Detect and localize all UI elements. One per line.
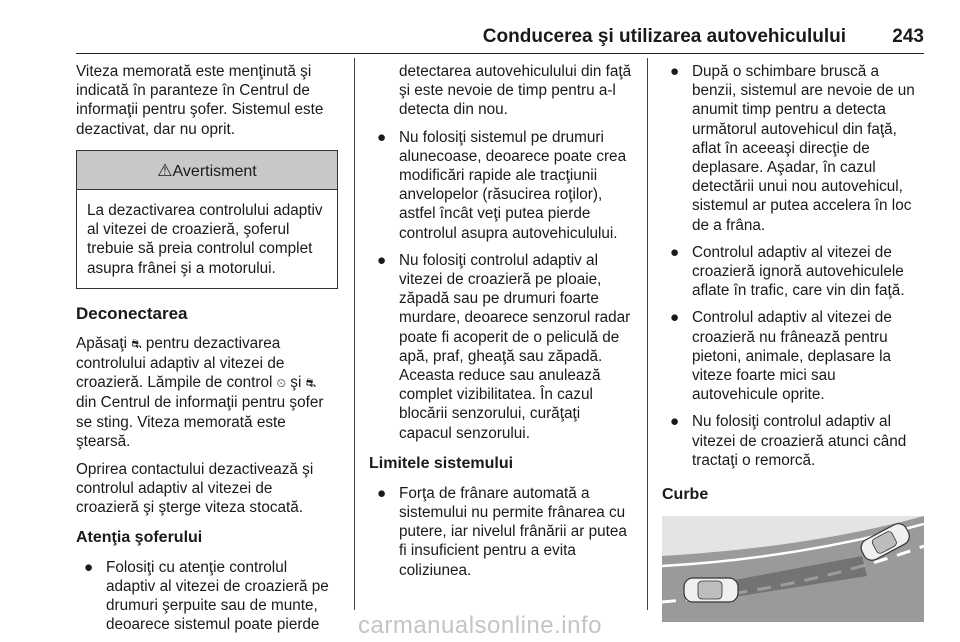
heading-limitele: Limitele sistemului [369, 454, 514, 472]
list-item: ● După o schimbare bruscă a benzii, sistemul are nevoie de un anumit timp pentru a detecta următorul autovehicul din faţă, aflat în aceeaşi direcţie de deplasare. Aşadar, în cazul detectării unui nou autovehicul, sistemul ar putea accelera în loc de a frâna. [670, 63, 915, 234]
page-header [76, 0, 924, 54]
list-item: ● Nu folosiţi controlul adaptiv al vitezei de croazieră atunci când tractaţi o remorcă. [670, 413, 907, 469]
heading-curbe: Curbe [662, 486, 709, 504]
limitele-list [369, 484, 632, 580]
cruise-control-off-icon: ⛐ [305, 376, 316, 391]
intro-paragraph: Viteza memorată este menţinută şi indicată în paranteze în Centrul de informaţii pentru şofer. Sistemul este dezactivat, dar nu oprit. [76, 63, 324, 138]
warning-triangle-icon: ⚠ [157, 160, 173, 180]
list-item: ● Nu folosiţi controlul adaptiv al vitezei de croazieră pe ploaie, zăpadă sau pe drumuri foarte murdare, deoarece senzorul radar poate fi acoperit de o peliculă de apă, praf, gheaţă sau zăpadă. Aceasta reduce sau anulează complet vizibilitatea. În cazul blocării senzorului, curăţaţi capacul senzorului. [377, 251, 631, 442]
warning-box [76, 150, 338, 289]
limitele-list-continued [662, 62, 925, 470]
warning-text: La dezactivarea controlului adaptiv al vitezei de croazieră, şoferul trebuie să preia controlul complet asupra frânei şi a motorului. [87, 202, 323, 277]
heading-atentia: Atenţia şoferului [76, 528, 203, 546]
cruise-control-off-icon: ⛐ [131, 336, 142, 351]
heading-deconectarea: Deconectarea [76, 303, 188, 323]
column-divider-2 [647, 58, 648, 610]
atentia-list-continued [369, 128, 632, 443]
page-number: 243 [892, 26, 924, 47]
cruise-control-icon: ⏲ [276, 376, 287, 391]
deconectarea-paragraph-1: Apăsaţi ⛐ pentru dezactivarea controlului adaptiv al vitezei de croazieră. Lămpile de control ⏲ şi ⛐ din Centrul de informaţii pentru şofer se sting. Viteza memorată este ştearsă. [76, 334, 324, 450]
warning-title: Avertisment [172, 162, 257, 180]
own-vehicle [684, 578, 738, 602]
curve-illustration [662, 516, 924, 622]
list-item: ● Controlul adaptiv al vitezei de croazieră nu frânează pentru pietoni, animale, deplasare la viteze foarte mici sau autovehicule oprite. [670, 309, 892, 404]
page-title: Conducerea şi utilizarea autovehiculului [482, 26, 846, 47]
warning-header [77, 151, 337, 190]
continuation-text: detectarea autovehiculului din faţă şi este nevoie de timp pentru a-l detecta din nou. [399, 63, 632, 119]
column-2 [369, 62, 632, 588]
deconectarea-paragraph-2: Oprirea contactului dezactivează şi controlul adaptiv al vitezei de croazieră şi şterge viteza stocată. [76, 461, 314, 517]
watermark: carmanualsonline.info [358, 612, 602, 639]
column-divider-1 [354, 58, 355, 610]
column-3 [662, 62, 925, 622]
column-1 [76, 62, 338, 642]
list-item: ● Folosiţi cu atenţie controlul adaptiv al vitezei de croazieră pe drumuri şerpuite sau de munte, deoarece sistemul poate pierde [84, 558, 329, 634]
list-item: ● Nu folosiţi sistemul pe drumuri alunecoase, deoarece poate crea modificări rapide ale tracţiunii anvelopelor (răsucirea roţilor), astfel încât veţi putea pierde controlul asupra autovehiculului. [377, 128, 627, 242]
list-item: ● Controlul adaptiv al vitezei de croazieră ignoră autovehiculele aflate în trafic, care vin din faţă. [670, 243, 905, 300]
list-item: ● Forţa de frânare automată a sistemului nu permite frânarea cu putere, iar nivelul frânării ar putea fi insuficient pentru a evita coliziunea. [377, 484, 627, 579]
